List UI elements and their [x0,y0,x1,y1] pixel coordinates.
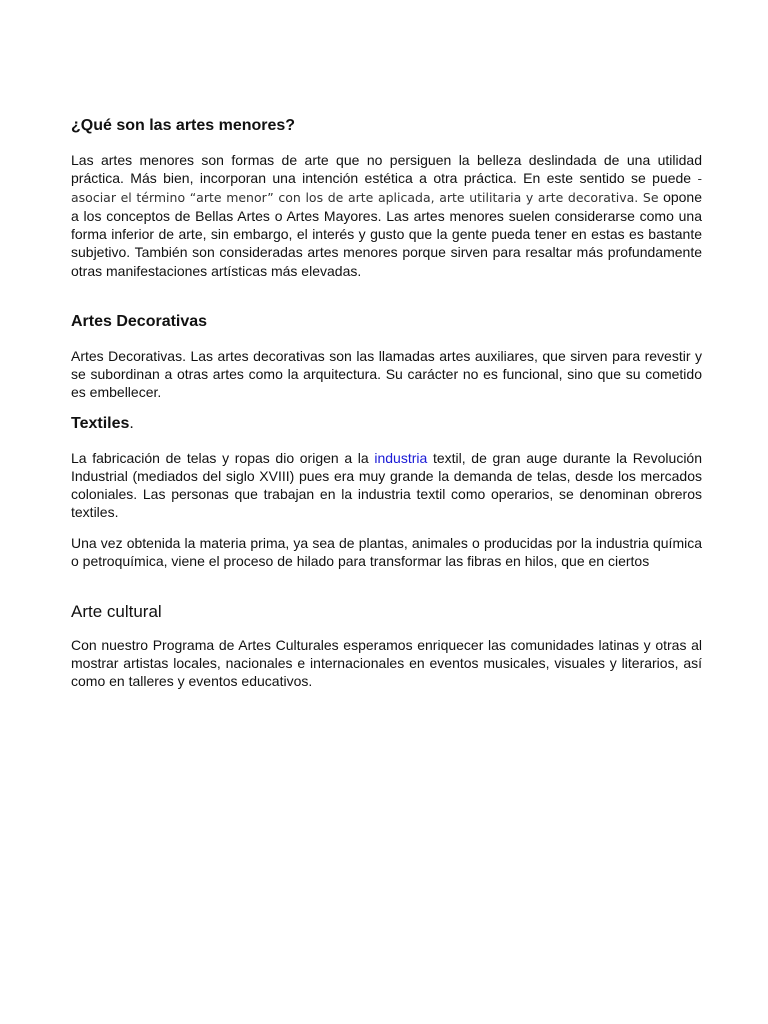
paragraph-artes-decorativas: Artes Decorativas. Las artes decorativas son las llamadas artes auxiliares, que sirven para revestir y se subordinan a otras artes como la arquitectura. Su carácter no es funcional, sino que su cometido es embellecer. [71,348,702,401]
paragraph-textiles-1 [71,449,702,521]
paragraph-artes-menores-part-c: opone a los conceptos de Bellas Artes o Artes Mayores. Las artes menores suelen considerarse como una forma inferior de arte, sin embargo, el interés y gusto que la gente pueda tener en estas es bastante subjetivo. También son consideradas artes menores porque sirven para resaltar más profundamente otras manifestaciones artísticas más elevadas. [71,189,702,279]
paragraph-artes-menores [71,151,702,280]
heading-textiles-period: . [129,415,134,432]
paragraph-artes-menores-part-a: Las artes menores son formas de arte que no persiguen la belleza deslindada de una utilidad práctica. Más bien, incorporan una intención estética a otra práctica. En este sentido se puede [71,152,702,187]
heading-textiles [71,415,134,433]
heading-arte-cultural: Arte cultural [71,602,162,621]
paragraph-textiles-2: Una vez obtenida la materia prima, ya sea de plantas, animales o producidas por la industria química o petroquímica, viene el proceso de hilado para transformar las fibras en hilos, que en ciertos [71,535,702,570]
heading-artes-decorativas: Artes Decorativas [71,313,208,330]
paragraph-artes-menores-part-b: -asociar el término “arte menor” con los de arte aplicada, arte utilitaria y arte decorativa. Se [71,171,702,206]
paragraph-textiles-1-before: La fabricación de telas y ropas dio origen a la [71,450,375,466]
paragraph-textiles-1-after: textil, de gran auge durante la Revolución Industrial (mediados del siglo XVIII) pues era muy grande la demanda de telas, desde los mercados coloniales. Las personas que trabajan en la industria textil como operarios, se denominan obreros textiles. [71,450,703,521]
heading-textiles-text: Textiles [71,415,130,432]
paragraph-arte-cultural: Con nuestro Programa de Artes Culturales esperamos enriquecer las comunidades latinas y otras al mostrar artistas locales, nacionales e internacionales en eventos musicales, visuales y literarios, así como en talleres y eventos educativos. [71,637,702,690]
heading-artes-menores: ¿Qué son las artes menores? [71,117,296,134]
industria-link[interactable]: industria [374,450,428,466]
